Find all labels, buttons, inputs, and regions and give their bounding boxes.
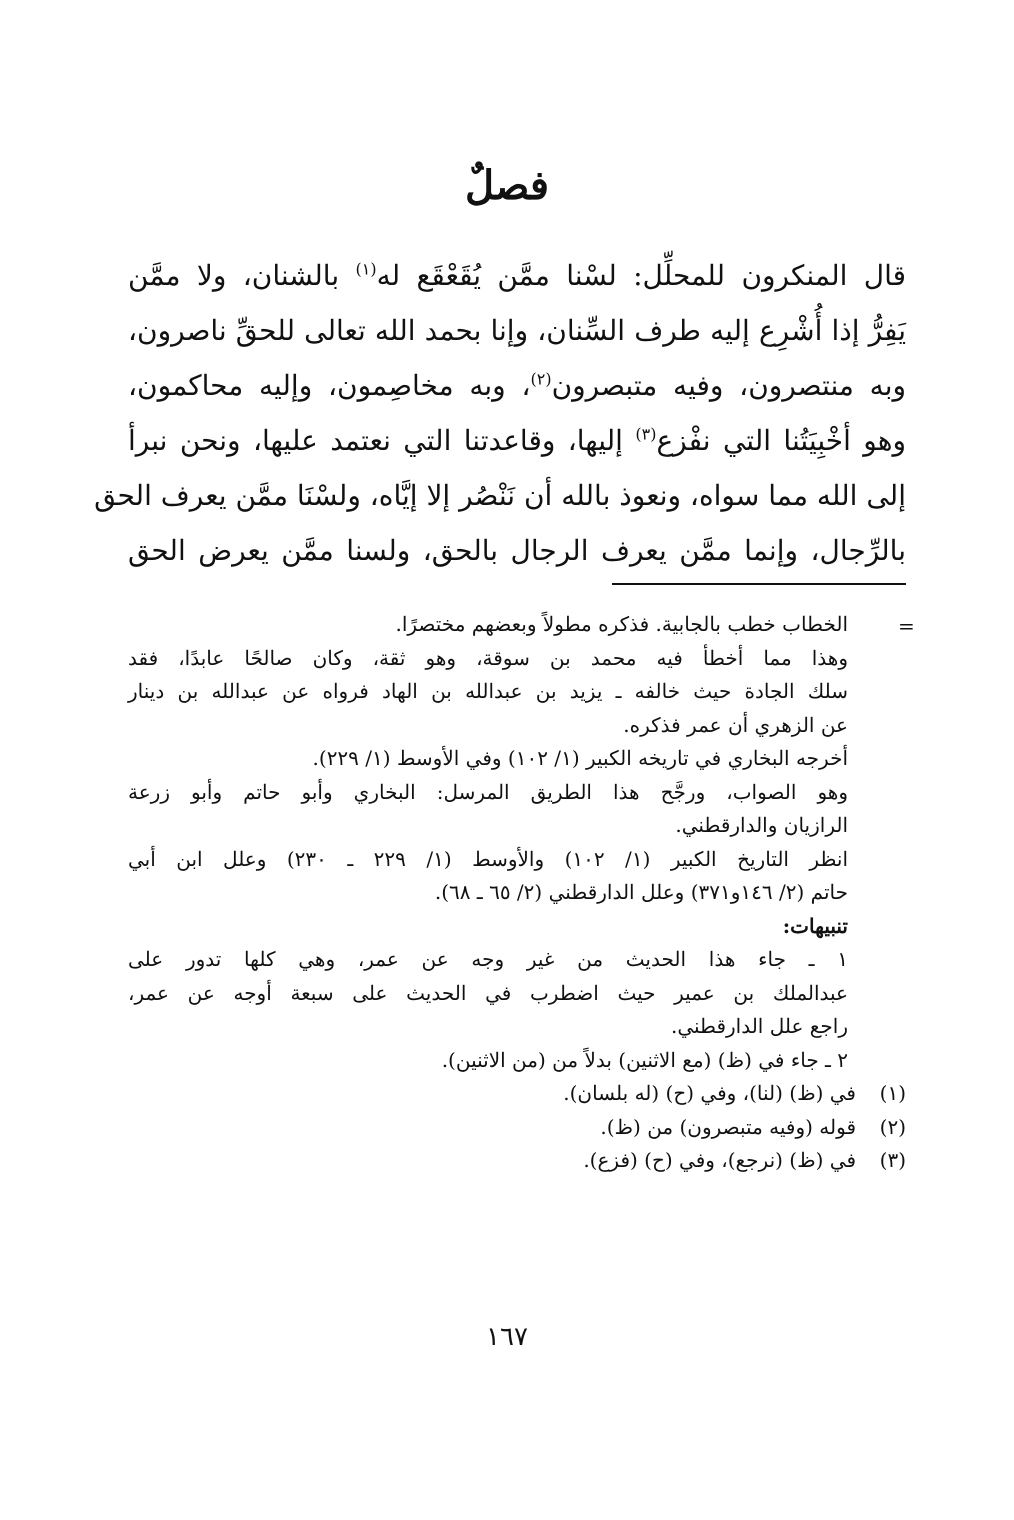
note-line: انظر التاريخ الكبير (١/ ١٠٢) والأوسط (١/ ٢٢٩ ـ ٢٣٠) وعلل ابن أبي (128, 846, 848, 871)
text-segment: وبه منتصرون، وفيه متبصرون (551, 369, 907, 402)
footnote-1 (128, 1077, 906, 1111)
note-line: سلك الجادة حيث خالفه ـ يزيد بن عبدالله بن الهاد فرواه عن عبدالله بن دينار (128, 679, 848, 703)
footnote-ref-1: (١) (355, 259, 377, 279)
footnote-ref-3: (٣) (635, 424, 657, 444)
main-text (94, 248, 907, 578)
text-segment: ، وبه مخاصِمون، وإليه محاكمون، (128, 369, 531, 402)
footnotes (128, 608, 906, 1178)
note-line: الرازيان والدارقطني. (675, 813, 848, 837)
text-line (128, 248, 906, 303)
footnote-separator (612, 583, 906, 585)
text-line: يَفِرُّ إذا أُشْرِع إليه طرف السِّنان، وإنا بحمد الله تعالى للحقِّ ناصرون، (128, 314, 906, 347)
text-segment: بالشنان، ولا ممَّن (128, 259, 356, 292)
page-number: ١٦٧ (486, 1322, 528, 1352)
text-line (128, 358, 906, 413)
note-line: حاتم (٢/ ١٤٦و٣٧١) وعلل الدارقطني (٢/ ٦٥ ـ ٦٨). (434, 880, 848, 904)
footnote-text: قوله (وفيه متبصرون) من (ظ). (600, 1114, 856, 1139)
note-line: ١ ـ جاء هذا الحديث من غير وجه عن عمر، وهي كلها تدور على (128, 947, 848, 971)
text-line (128, 413, 906, 468)
footnote-number: (١) (879, 1081, 906, 1105)
text-segment: إليها، وقاعدتنا التي نعتمد عليها، ونحن نبرأ (128, 424, 636, 457)
note-line: وهو الصواب، ورجَّح هذا الطريق المرسل: البخاري وأبو حاتم وأبو زرعة (128, 779, 848, 804)
footnote-2 (128, 1111, 906, 1145)
footnote-number: (٢) (879, 1114, 906, 1139)
note-line: وهذا مما أخطأ فيه محمد بن سوقة، وهو ثقة، وكان صالحًا عابدًا، فقد (128, 645, 848, 670)
note-line: راجع علل الدارقطني. (670, 1014, 848, 1038)
text-line: بالرِّجال، وإنما ممَّن يعرف الرجال بالحق، ولسنا ممَّن يعرض الحق (128, 534, 906, 567)
section-heading: فصلٌ (464, 162, 550, 209)
footnote-3 (128, 1144, 906, 1178)
note-line: أخرجه البخاري في تاريخه الكبير (١/ ١٠٢) وفي الأوسط (١/ ٢٢٩). (312, 746, 848, 770)
note-line: الخطاب خطب بالجابية. فذكره مطولاً وبعضهم مختصرًا. (395, 612, 848, 636)
note-line: ٢ ـ جاء في (ظ) (مع الاثنين) بدلاً من (من الاثنين). (441, 1047, 848, 1072)
footnote-number: (٣) (879, 1148, 906, 1172)
footnote-text: في (ظ) (لنا)، وفي (ح) (له بلسان). (563, 1081, 856, 1105)
footnote-text: في (ظ) (نرجع)، وفي (ح) (فزع). (583, 1148, 856, 1172)
text-line: إلى الله مما سواه، ونعوذ بالله أن نَنْصُر إلا إيَّاه، ولسْنَا ممَّن يعرف الحق (94, 479, 906, 512)
note-subheading: تنبيهات: (782, 913, 848, 938)
text-segment: وهو أخْبِيَتُنا التي نفْزع (656, 424, 906, 457)
note-line: عن الزهري أن عمر فذكره. (623, 712, 848, 737)
footnote-ref-2: (٢) (530, 369, 552, 389)
continuation-mark: = (898, 614, 915, 638)
text-segment: قال المنكرون للمحلِّل: لسْنا ممَّن يُقَعْقَع له (376, 259, 907, 292)
note-line: عبدالملك بن عمير حيث اضطرب في الحديث على سبعة أوجه عن عمر، (128, 980, 848, 1005)
